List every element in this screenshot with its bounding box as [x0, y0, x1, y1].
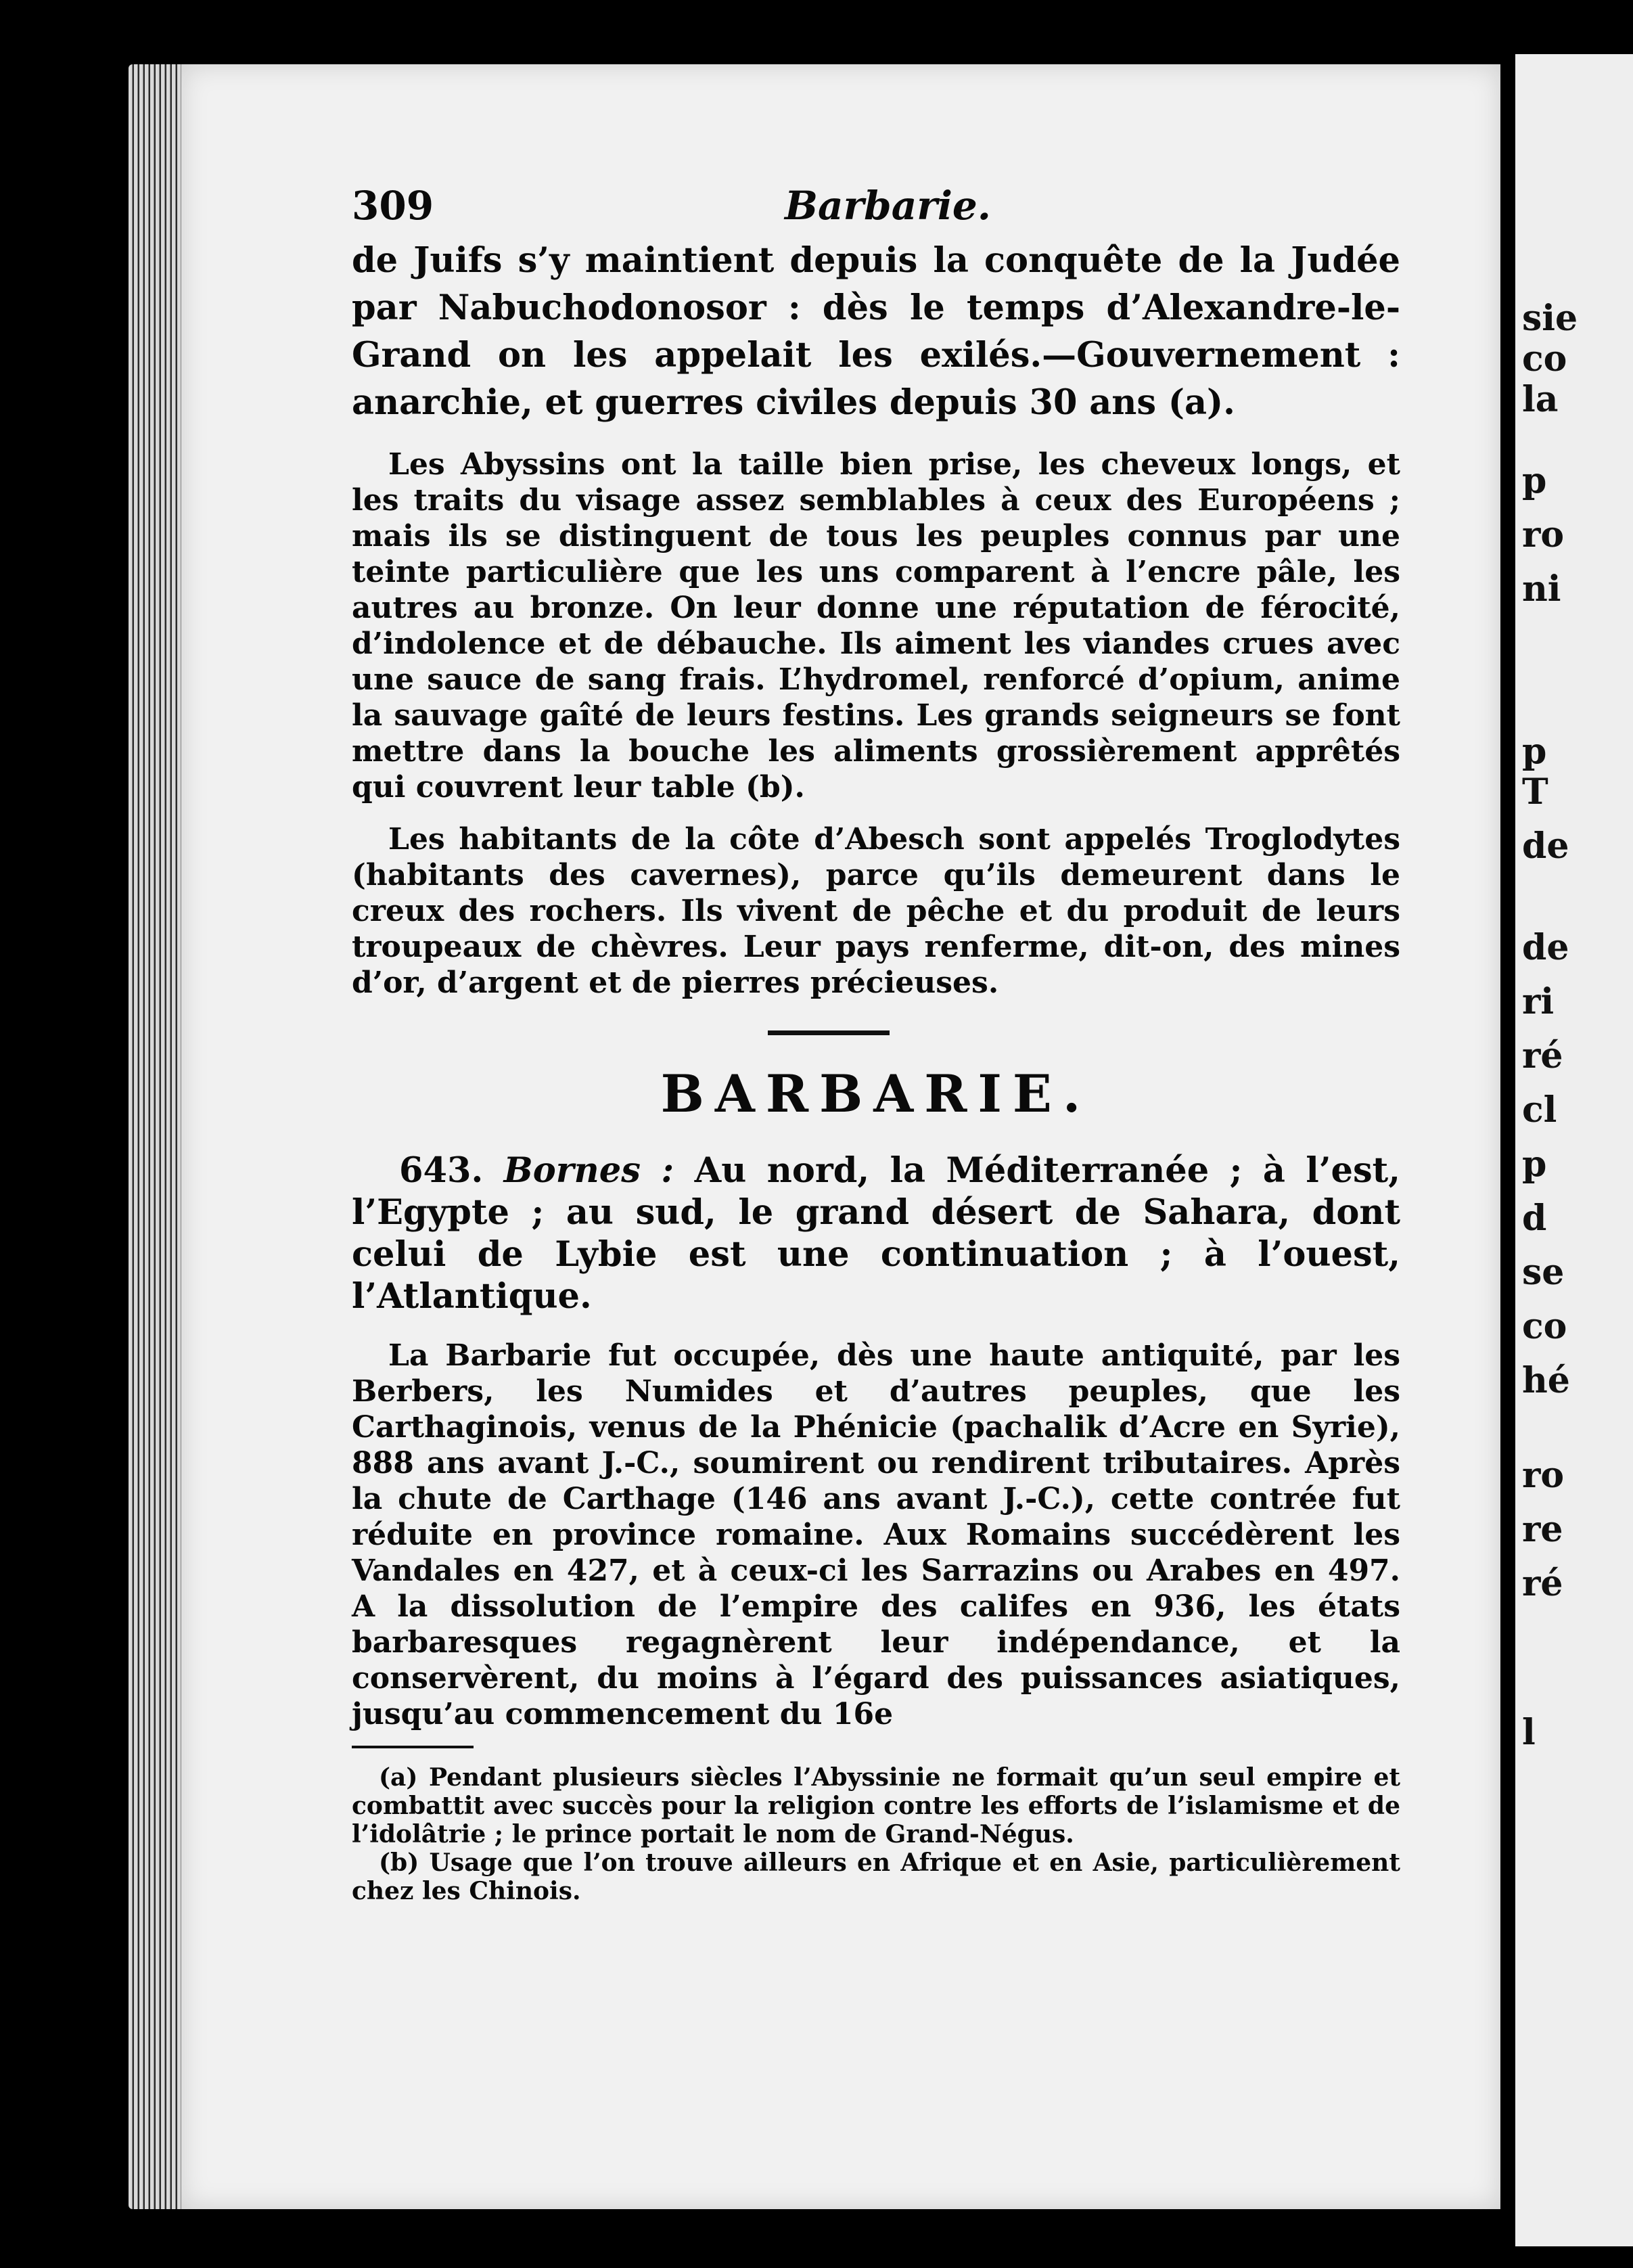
- footnote-a: (a) Pendant plusieurs siècles l’Abyssinie ne formait qu’un seul empire et combattit avec succès pour la religion contre les efforts de l’islamisme et de l’idolâtrie ; le prince portait le nom de Grand-Négus.: [352, 1763, 1400, 1849]
- facing-fragment: p: [1522, 460, 1547, 501]
- facing-fragment: re: [1522, 1509, 1563, 1550]
- facing-fragment: co: [1522, 338, 1567, 380]
- facing-fragment: la: [1522, 379, 1559, 420]
- facing-page: [1515, 54, 1633, 2246]
- facing-fragment: p: [1522, 1143, 1547, 1185]
- facing-fragment: T: [1522, 771, 1548, 813]
- footnote-b: (b) Usage que l’on trouve ailleurs en Afrique et en Asie, particulièrement chez les Chinois.: [352, 1849, 1400, 1905]
- facing-fragment: cl: [1522, 1089, 1557, 1131]
- facing-fragment: hé: [1522, 1360, 1570, 1401]
- running-title: Barbarie.: [785, 183, 991, 229]
- facing-fragment: p: [1522, 731, 1547, 772]
- section-title: BARBARIE.: [660, 1064, 1092, 1124]
- paragraph-number: 643.: [399, 1150, 484, 1191]
- page-content: [352, 183, 1400, 1905]
- page-number: 309: [352, 183, 434, 229]
- facing-fragment: l: [1522, 1712, 1536, 1753]
- facing-fragment: sie: [1522, 298, 1578, 339]
- footnote-divider: [352, 1746, 474, 1748]
- history-paragraph: La Barbarie fut occupée, dès une haute antiquité, par les Berbers, les Numides et d’autres peuples, que les Carthaginois, venus de la Phénicie (pachalik d’Acre en Syrie), 888 ans avant J.-C., soumirent ou rendirent tributaires. Après la chute de Carthage (146 ans avant J.-C.), cette contrée fut réduite en province romaine. Aux Romains succédèrent les Vandales en 427, et à ceux-ci les Sarrazins ou Arabes en 497. A la dissolution de l’empire des califes en 936, les états barbaresques regagnèrent leur indépendance, et la conservèrent, du moins à l’égard des puissances asiatiques, jusqu’au commencement du 16e: [352, 1338, 1400, 1731]
- facing-fragment: ro: [1522, 514, 1565, 555]
- abyssins-paragraph: Les Abyssins ont la taille bien prise, les cheveux longs, et les traits du visage assez semblables à ceux des Européens ; mais ils se distinguent de tous les peuples connus par une teinte particulière que les uns comparent à l’encre pâle, les autres au bronze. On leur donne une réputation de férocité, d’indolence et de débauche. Ils aiment les viandes crues avec une sauce de sang frais. L’hydromel, renforcé d’opium, anime la sauvage gaîté de leurs festins. Les grands seigneurs se font mettre dans la bouche les aliments grossièrement apprêtés qui couvrent leur table (b).: [352, 447, 1400, 804]
- section-divider: [768, 1030, 890, 1035]
- facing-fragment: ré: [1522, 1035, 1563, 1076]
- facing-fragment: ré: [1522, 1563, 1563, 1604]
- abesch-paragraph: Les habitants de la côte d’Abesch sont appelés Troglodytes (habitants des cavernes), parce qu’ils demeurent dans le creux des rochers. Ils vivent de pêche et du produit de leurs troupeaux de chèvres. Leur pays renferme, dit-on, des mines d’or, d’argent et de pierres précieuses.: [352, 822, 1400, 1000]
- facing-fragment: d: [1522, 1198, 1547, 1239]
- facing-fragment: ri: [1522, 981, 1555, 1022]
- facing-fragment: co: [1522, 1306, 1567, 1347]
- facing-fragment: de: [1522, 927, 1569, 968]
- continued-paragraph: de Juifs s’y maintient depuis la conquête de la Judée par Nabuchodonosor : dès le temps d’Alexandre-le-Grand on les appelait les exilés.—Gouvernement : anarchie, et guerres civiles depuis 30 ans (a).: [352, 240, 1400, 423]
- bounds-label: Bornes :: [503, 1150, 674, 1191]
- bounds-paragraph: [352, 1150, 1400, 1317]
- running-head: [352, 183, 1400, 237]
- facing-fragment: de: [1522, 825, 1569, 867]
- bounds-text: Au nord, la Méditerranée ; à l’est, l’Egypte ; au sud, le grand désert de Sahara, dont celui de Lybie est une continuation ; à l’ouest, l’Atlantique.: [352, 1150, 1400, 1317]
- facing-fragment: ro: [1522, 1455, 1565, 1496]
- facing-fragment: se: [1522, 1252, 1565, 1293]
- facing-fragment: ni: [1522, 568, 1561, 610]
